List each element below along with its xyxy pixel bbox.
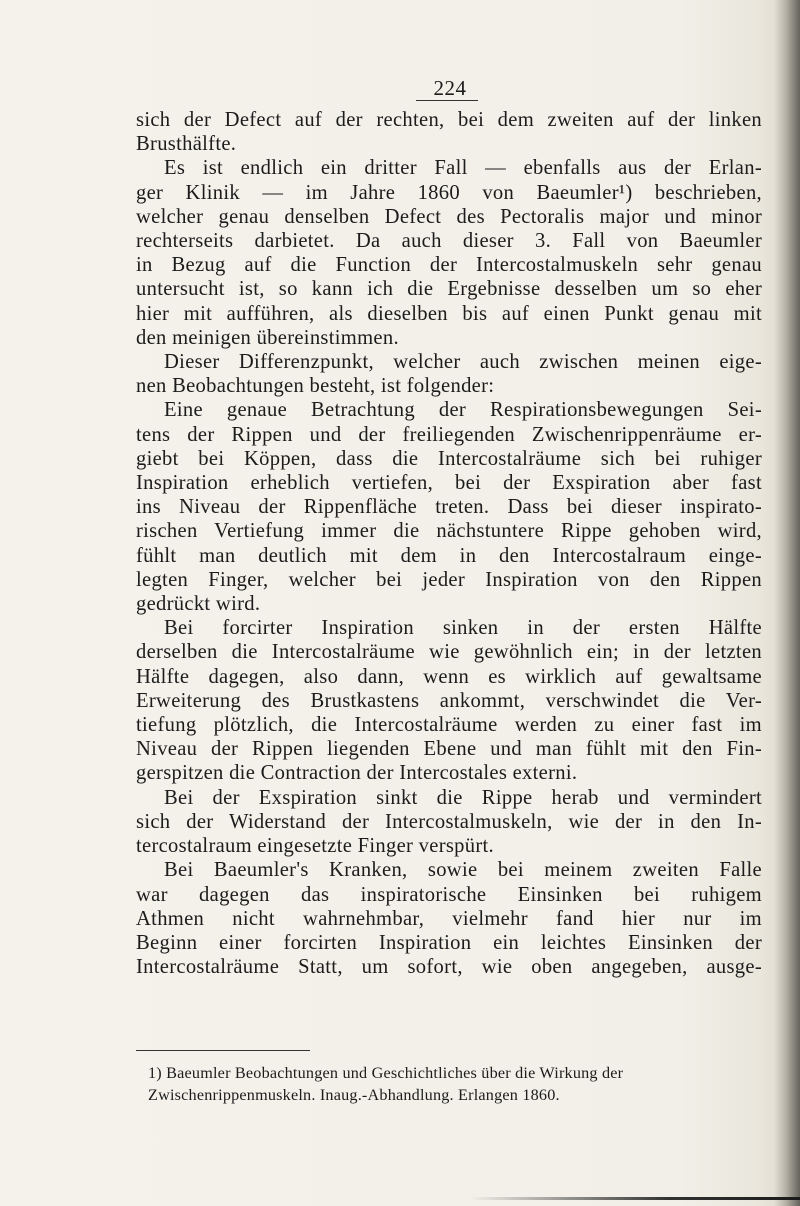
text-line: rechterseits darbietet. Da auch dieser 3. Fall von Baeumler [136, 230, 762, 253]
text-line: Bei Baeumler's Kranken, sowie bei meinem zweiten Falle [164, 859, 762, 882]
text-line: Bei der Exspiration sinkt die Rippe herab und vermindert [164, 786, 762, 809]
text-line: untersucht ist, so kann ich die Ergebnisse desselben um so eher [136, 278, 762, 301]
page-bottom-edge [470, 1197, 800, 1200]
text-line: sich der Defect auf der rechten, bei dem zweiten auf der linken [136, 109, 762, 131]
text-line: tens der Rippen und der freiliegenden Zwischenrippenräume er- [136, 423, 762, 446]
text-line: gerspitzen die Contraction der Intercostales externi. [136, 762, 578, 785]
text-line: Inspiration erheblich vertiefen, bei der Exspiration aber fast [136, 472, 762, 495]
text-line: derselben die Intercostalräume wie gewöhnlich ein; in der letzten [136, 641, 762, 664]
text-line: tiefung plötzlich, die Intercostalräume werden zu einer fast im [136, 714, 762, 737]
text-line: welcher genau denselben Defect des Pectoralis major und minor [136, 205, 762, 228]
text-line: Intercostalräume Statt, um sofort, wie oben angegeben, ausge- [136, 956, 762, 979]
footnote-divider [136, 1050, 310, 1051]
text-line: Niveau der Rippen liegenden Ebene und man fühlt mit den Fin- [136, 738, 762, 761]
text-line: legten Finger, welcher bei jeder Inspiration von den Rippen [136, 568, 762, 591]
text-line: nen Beobachtungen besteht, ist folgender: [136, 375, 495, 398]
text-line: Es ist endlich ein dritter Fall — ebenfalls aus der Erlan- [164, 157, 762, 180]
text-line: ins Niveau der Rippenfläche treten. Dass bei dieser inspirato- [136, 496, 762, 519]
page-number: 224 [433, 76, 467, 100]
text-line: hier mit aufführen, als dieselben bis auf einen Punkt genau mit [136, 302, 762, 325]
text-line: tercostalraum eingesetzte Finger verspürt. [136, 835, 494, 858]
page-number-underline [416, 100, 478, 101]
text-line: Hälfte dagegen, also dann, wenn es wirklich auf gewaltsame [136, 665, 762, 688]
text-line: in Bezug auf die Function der Intercostalmuskeln sehr genau [136, 254, 762, 277]
text-line: war dagegen das inspiratorische Einsinken bei ruhigem [136, 883, 762, 906]
text-line: Beginn einer forcirten Inspiration ein leichtes Einsinken der [136, 931, 762, 954]
text-line: Erweiterung des Brustkastens ankommt, verschwindet die Ver- [136, 689, 762, 712]
text-line: Athmen nicht wahrnehmbar, vielmehr fand hier nur im [136, 907, 762, 930]
text-line: den meinigen übereinstimmen. [136, 326, 399, 349]
footnote: 1) Baeumler Beobachtungen und Geschichtliches über die Wirkung der Zwischenrippenmuskeln. Inaug.-Abhandlung. Erlangen 1860. [148, 1064, 624, 1104]
text-line: Brusthälfte. [136, 133, 237, 156]
text-line: Eine genaue Betrachtung der Respirationsbewegungen Sei- [164, 399, 762, 422]
text-line: fühlt man deutlich mit dem in den Intercostalraum einge- [136, 544, 762, 567]
text-line: rischen Vertiefung immer die nächstuntere Rippe gehoben wird, [136, 520, 762, 543]
text-line: Dieser Differenzpunkt, welcher auch zwischen meinen eige- [164, 351, 762, 374]
text-line: ger Klinik — im Jahre 1860 von Baeumler¹) beschrieben, [136, 181, 762, 204]
text-line: sich der Widerstand der Intercostalmuskeln, wie der in den In- [136, 810, 762, 833]
text-line: gedrückt wird. [136, 593, 261, 616]
text-line: giebt bei Köppen, dass die Intercostalräume sich bei ruhiger [136, 447, 762, 470]
page-edge-shadow [774, 0, 800, 1206]
text-line: Bei forcirter Inspiration sinken in der ersten Hälfte [164, 617, 762, 640]
body-text [136, 108, 762, 979]
